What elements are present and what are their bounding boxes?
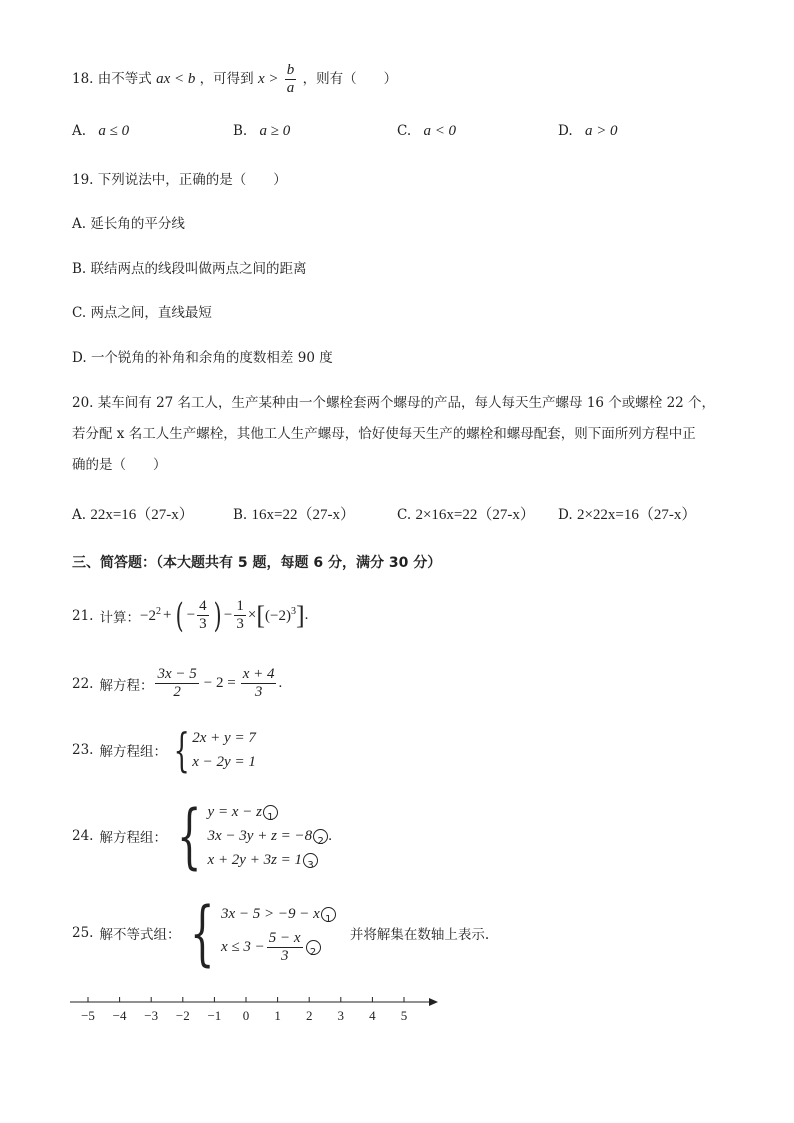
option-expression: a ≤ 0: [98, 123, 130, 139]
term-power: [265, 606, 296, 625]
question-number: 24.: [72, 828, 94, 844]
question-stem: 下列说法中，正确的是（ ）: [97, 172, 287, 188]
option-text: 一个锐角的补角和余角的度数相差 90 度: [90, 350, 333, 366]
question-stem: ，则有（ ）: [302, 71, 398, 87]
period: .: [304, 607, 309, 623]
right-paren: ): [213, 595, 222, 636]
option-a[interactable]: [72, 503, 194, 524]
circled-number: 2: [313, 829, 328, 844]
numerator: 4: [199, 598, 207, 614]
equation-2: [208, 824, 332, 848]
question-18: [72, 62, 397, 97]
option-d[interactable]: [72, 346, 333, 366]
operator: −: [186, 607, 196, 623]
equation-1: [208, 800, 332, 824]
option-text: 延长角的平分线: [90, 216, 185, 232]
option-a[interactable]: [72, 123, 129, 140]
question-23: [72, 723, 256, 777]
option-d[interactable]: [558, 123, 618, 140]
option-letter: D.: [558, 123, 573, 139]
number-line: [66, 992, 466, 1032]
question-label: 解方程组：: [99, 744, 167, 760]
tick-label: −1: [207, 1008, 222, 1023]
operator: +: [162, 607, 172, 623]
numerator: 1: [236, 598, 244, 614]
equation-text: y = x − z: [207, 804, 262, 820]
option-letter: C.: [397, 123, 412, 139]
denominator: 3: [199, 616, 207, 632]
left-bracket: [: [256, 600, 266, 630]
option-c[interactable]: [397, 123, 456, 140]
option-c[interactable]: [397, 503, 535, 524]
question-number: 22.: [72, 675, 94, 692]
exponent: 2: [155, 606, 161, 617]
left-brace: {: [190, 892, 216, 974]
question-20-line-2: [72, 422, 696, 442]
question-number: 21.: [72, 607, 94, 624]
equation-text: 3x − 3y + z = −8: [207, 828, 313, 844]
tick-label: 0: [242, 1008, 250, 1023]
inequality-1: [221, 902, 336, 926]
equation-middle: − 2 =: [203, 675, 236, 691]
question-stem: ，可得到: [199, 71, 254, 87]
option-letter: B.: [233, 123, 248, 139]
circled-number: 1: [321, 907, 336, 922]
option-letter: D.: [72, 350, 87, 366]
inequality-2: [221, 930, 336, 965]
denominator: a: [286, 80, 295, 96]
option-text: 联结两点的线段叫做两点之间的距离: [90, 261, 307, 277]
right-bracket: ]: [295, 600, 305, 630]
section-heading: 三、简答题：（本大题共有 5 题，每题 6 分，满分 30 分）: [72, 555, 442, 571]
question-label: 解方程：: [99, 677, 154, 694]
period: .: [328, 828, 332, 844]
denominator: 3: [236, 616, 244, 632]
question-number: 19.: [72, 172, 94, 188]
numerator: b: [286, 62, 295, 78]
option-letter: A.: [72, 123, 87, 139]
inequality: ax < b: [156, 71, 196, 87]
inequalities: [221, 902, 336, 965]
equation-system: [167, 795, 332, 877]
question-stem-line: 若分配 x 名工人生产螺栓，其他工人生产螺母，恰好使每天生产的螺栓和螺母配套，则下面所列方程中正: [72, 426, 696, 442]
question-number: 23.: [72, 742, 94, 758]
denominator: 3: [280, 947, 289, 964]
fraction: [285, 62, 297, 97]
option-expression: 2×16x=22（27-x）: [415, 507, 535, 523]
option-c[interactable]: [72, 301, 212, 321]
option-letter: A.: [72, 507, 87, 523]
inequality-text: x ≤ 3 −: [221, 939, 265, 955]
equation-system: [167, 723, 256, 777]
option-expression: a ≥ 0: [259, 123, 291, 139]
option-b[interactable]: [72, 257, 307, 277]
question-19: [72, 168, 287, 188]
term-base: −2: [139, 608, 156, 624]
fraction: [155, 666, 198, 701]
circled-number: 1: [263, 805, 278, 820]
circled-number: 3: [303, 853, 318, 868]
option-letter: C.: [397, 507, 412, 523]
question-number: 20.: [72, 395, 94, 411]
option-letter: C.: [72, 305, 87, 321]
option-text: 两点之间，直线最短: [90, 305, 212, 321]
numerator: 5 − x: [268, 929, 301, 946]
equation-text: x + 2y + 3z = 1: [207, 852, 303, 868]
question-20-line-3: [72, 453, 167, 473]
fraction: [267, 930, 303, 965]
fraction: [234, 598, 246, 633]
left-brace: {: [177, 795, 202, 877]
question-22: [72, 666, 282, 701]
axis-arrow-icon: [429, 998, 438, 1006]
question-stem-line: 确的是（ ）: [72, 457, 167, 473]
question-stem: 由不等式: [97, 71, 152, 87]
option-letter: B.: [72, 261, 87, 277]
question-21: [72, 595, 309, 636]
tick-label: 1: [274, 1008, 281, 1023]
instruction-text: 并将解集在数轴上表示.: [349, 927, 490, 943]
tick-label: −2: [175, 1008, 190, 1023]
operator: ×: [247, 607, 257, 623]
tick-label: 2: [305, 1008, 313, 1023]
option-expression: a > 0: [584, 123, 618, 139]
inequality-lhs: x >: [257, 71, 279, 87]
operator: −: [223, 607, 233, 623]
question-24: [72, 795, 332, 877]
option-letter: B.: [233, 507, 248, 523]
circled-number: 2: [306, 940, 321, 955]
tick-label: 5: [400, 1008, 408, 1023]
numerator: 3x − 5: [157, 666, 197, 682]
option-a[interactable]: [72, 212, 185, 232]
question-label: 解方程组：: [99, 830, 167, 846]
equations: [208, 800, 332, 872]
option-expression: 2×22x=16（27-x）: [576, 507, 697, 523]
question-label: 解不等式组：: [99, 927, 181, 943]
question-stem-line: 某车间有 27 名工人，生产某种由一个螺栓套两个螺母的产品，每人每天生产螺母 16 个或螺栓 22 个，: [97, 395, 716, 411]
option-b[interactable]: [233, 123, 290, 140]
tick-label: −5: [81, 1008, 95, 1023]
inequality-system: [180, 892, 335, 974]
option-expression: 16x=22（27-x）: [251, 507, 355, 523]
exponent: 3: [290, 606, 296, 617]
equations: [192, 726, 256, 774]
option-b[interactable]: [233, 503, 355, 524]
denominator: 2: [173, 684, 181, 700]
question-25: [72, 892, 490, 974]
fraction: [197, 598, 209, 633]
tick-label: 3: [337, 1008, 345, 1023]
question-number: 18.: [72, 71, 94, 87]
left-brace: {: [173, 723, 190, 777]
denominator: 3: [254, 684, 263, 700]
tick-label: 4: [369, 1008, 376, 1023]
question-number: 25.: [72, 925, 94, 941]
inequality-text: 3x − 5 > −9 − x: [221, 905, 320, 922]
tick-label: −3: [144, 1008, 159, 1023]
option-expression: 22x=16（27-x）: [90, 507, 194, 523]
fraction: [241, 666, 277, 701]
question-20: [72, 391, 715, 411]
equation-3: [208, 848, 332, 872]
numerator: x + 4: [242, 666, 275, 682]
equation-1: 2x + y = 7: [192, 730, 256, 746]
option-expression: a < 0: [423, 123, 457, 139]
option-letter: D.: [558, 507, 573, 523]
tick-label: −4: [112, 1008, 127, 1023]
question-label: 计算：: [99, 609, 140, 626]
period: .: [278, 675, 283, 691]
term-base: (−2): [265, 608, 291, 624]
option-d[interactable]: [558, 503, 696, 524]
term-power: [140, 606, 161, 625]
equation-2: x − 2y = 1: [192, 754, 256, 770]
left-paren: (: [176, 595, 185, 636]
option-letter: A.: [72, 216, 87, 232]
